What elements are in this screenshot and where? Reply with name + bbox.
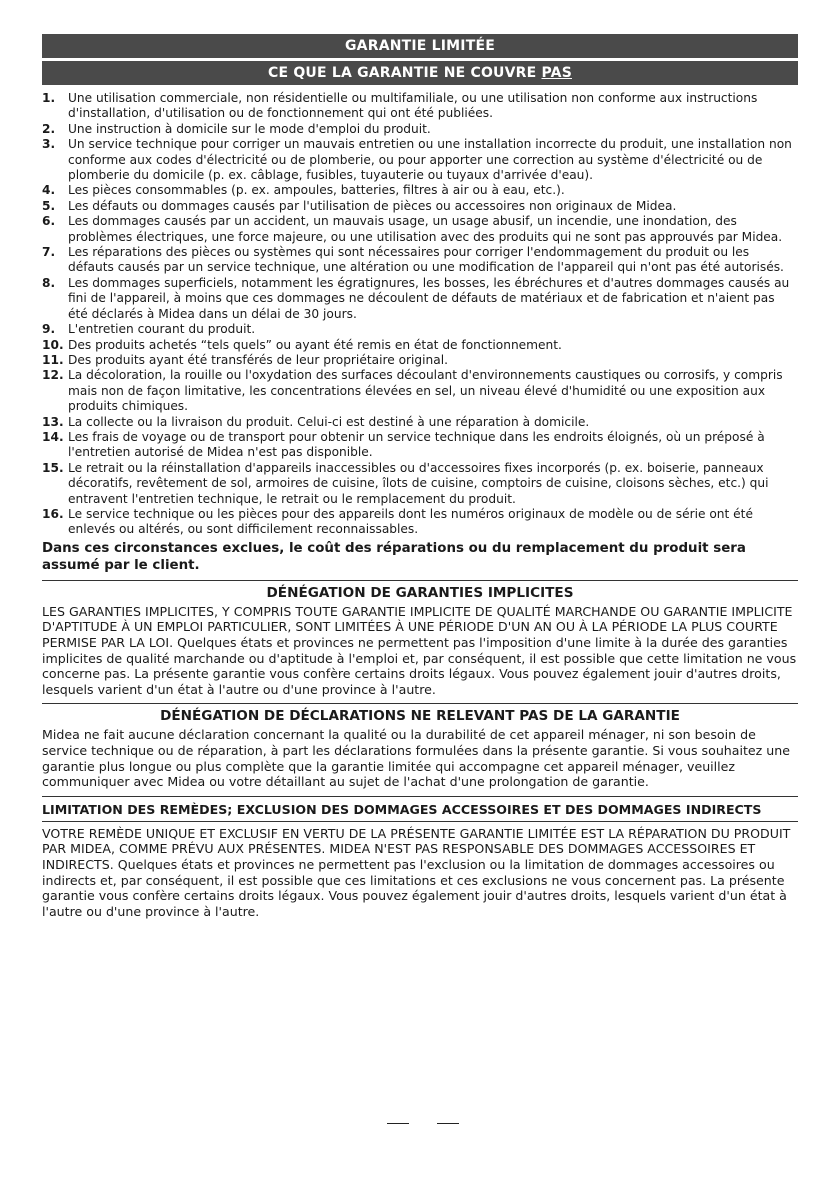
warranty-title-bar	[42, 34, 798, 58]
item-number: 8.	[42, 275, 56, 290]
page-footer-marks	[0, 1123, 839, 1133]
item-text: Les réparations des pièces ou systèmes qui sont nécessaires pour corriger l'endommagement du produit ou les défauts causés par un service technique, une altération ou une modification de l'appareil qui n'ont pas été autorisés.	[68, 245, 784, 275]
section-divider	[42, 821, 798, 822]
exclusion-cost-note: Dans ces circonstances exclues, le coût des réparations ou du remplacement du produit sera assumé par le client.	[42, 540, 746, 573]
section-divider	[42, 703, 798, 704]
implied-warranty-heading: DÉNÉGATION DE GARANTIES IMPLICITES	[266, 584, 574, 601]
item-number: 15.	[42, 460, 64, 475]
implied-warranty-text: LES GARANTIES IMPLICITES, Y COMPRIS TOUTE GARANTIE IMPLICITE DE QUALITÉ MARCHANDE OU GARANTIE IMPLICITE D'APTITUDE À UN EMPLOI PARTICULIER, SONT LIMITÉES À UNE PÉRIODE D'UN AN OU À LA PÉRIODE LA PLUS COURTE PERMISE PAR LA LOI. Quelques états et provinces ne permettent pas l'imposition d'une limite à la durée des garanties implicites de qualité marchande ou d'aptitude à l'emploi et, par conséquent, il est possible que cette limitation ne vous concerne pas. La présente garantie vous confère certains droits légaux. Vous pouvez également jouir d'autres droits, lesquels varient d'un état à l'autre ou d'une province à l'autre.	[42, 603, 797, 697]
item-number: 9.	[42, 322, 56, 337]
list-item	[42, 415, 798, 430]
item-number: 7.	[42, 245, 56, 260]
item-text: Le retrait ou la réinstallation d'appareils inaccessibles ou d'accessoires fixes incorporés (p. ex. boiserie, panneaux décoratifs, revêtement de sol, armoires de cuisine, îlots de cuisine, comptoirs de cuisine, cloisons sèches, etc.) qui entravent l'entretien technique, le retrait ou le remplacement du produit.	[68, 460, 769, 506]
item-number: 5.	[42, 198, 56, 213]
item-number: 13.	[42, 414, 64, 429]
list-item	[42, 353, 798, 368]
footer-dash	[387, 1123, 409, 1124]
representations-heading: DÉNÉGATION DE DÉCLARATIONS NE RELEVANT PAS DE LA GARANTIE	[160, 708, 680, 725]
item-text: Les défauts ou dommages causés par l'utilisation de pièces ou accessoires non originaux de Midea.	[68, 198, 677, 213]
list-item	[42, 245, 798, 276]
item-text: Une instruction à domicile sur le mode d'emploi du produit.	[68, 121, 431, 136]
item-text: Un service technique pour corriger un mauvais entretien ou une installation incorrecte du produit, une installation non conforme aux codes d'électricité ou de plomberie, ou pour apporter une correction au système d'électricité ou de plomberie du domicile (p. ex. câblage, fusibles, tuyauterie ou tuyaux d'arrivée d'eau).	[68, 137, 792, 183]
item-text: Les dommages causés par un accident, un mauvais usage, un usage abusif, un incendie, une inondation, des problèmes électriques, une force majeure, ou une utilisation avec des produits qui ne sont pas approuvés par Midea.	[68, 214, 783, 244]
not-covered-title-text: CE QUE LA GARANTIE NE COUVRE	[268, 65, 542, 81]
not-covered-title-bar	[42, 61, 798, 85]
list-item	[42, 368, 798, 414]
list-item	[42, 199, 798, 214]
list-item	[42, 461, 798, 507]
section-divider	[42, 580, 798, 581]
item-number: 4.	[42, 183, 56, 198]
warranty-page	[42, 34, 798, 919]
item-number: 3.	[42, 137, 56, 152]
item-text: Des produits ayant été transférés de leur propriétaire original.	[68, 352, 448, 367]
item-number: 2.	[42, 121, 56, 136]
exclusion-list	[42, 91, 798, 538]
item-text: La collecte ou la livraison du produit. Celui-ci est destiné à une réparation à domicile.	[68, 414, 590, 429]
list-item	[42, 322, 798, 337]
list-item	[42, 507, 798, 538]
list-item	[42, 276, 798, 322]
item-text: L'entretien courant du produit.	[68, 322, 256, 337]
item-number: 16.	[42, 506, 64, 521]
item-text: Les pièces consommables (p. ex. ampoules, batteries, filtres à air ou à eau, etc.).	[68, 183, 565, 198]
item-text: La décoloration, la rouille ou l'oxydation des surfaces découlant d'environnements caustiques ou corrosifs, y compris mais non de façon limitative, les concentrations élevées en sel, un niveau élevé d'humidité ou une exposition aux produits chimiques.	[68, 368, 783, 414]
section-divider	[42, 796, 798, 797]
item-text: Des produits achetés “tels quels” ou ayant été remis en état de fonctionnement.	[68, 337, 562, 352]
item-number: 12.	[42, 368, 64, 383]
item-text: Une utilisation commerciale, non résidentielle ou multifamiliale, ou une utilisation non conforme aux instructions d'installation, d'utilisation ou de fonctionnement qui ont été publiées.	[68, 91, 758, 121]
remedies-text: VOTRE REMÈDE UNIQUE ET EXCLUSIF EN VERTU DE LA PRÉSENTE GARANTIE LIMITÉE EST LA RÉPARATION DU PRODUIT PAR MIDEA, COMME PRÉVU AUX PRÉSENTES. MIDEA N'EST PAS RESPONSABLE DES DOMMAGES ACCESSOIRES ET INDIRECTS. Quelques états et provinces ne permettent pas l'exclusion ou la limitation de dommages accessoires ou indirects et, par conséquent, il est possible que ces limitations et ces exclusions ne vous concernent pas. La présente garantie vous confère certains droits légaux. Vous pouvez également jouir d'autres droits, lesquels varient d'un état à l'autre ou d'une province à l'autre.	[42, 825, 791, 919]
list-item	[42, 122, 798, 137]
item-text: Les dommages superficiels, notamment les égratignures, les bosses, les ébréchures et d'autres dommages causés au fini de l'appareil, à moins que ces dommages ne découlent de défauts de matériaux et de fabrication et n'aient pas été déclarés à Midea dans un délai de 30 jours.	[68, 275, 790, 321]
list-item	[42, 183, 798, 198]
item-number: 1.	[42, 91, 56, 105]
item-number: 10.	[42, 337, 64, 352]
item-number: 11.	[42, 352, 64, 367]
item-number: 14.	[42, 429, 64, 444]
item-text: Le service technique ou les pièces pour des appareils dont les numéros originaux de modèle ou de série ont été enlevés ou altérés, ou sont difficilement reconnaissables.	[68, 506, 753, 537]
list-item	[42, 214, 798, 245]
list-item	[42, 430, 798, 461]
not-covered-title-emphasis: PAS	[541, 65, 572, 81]
list-item	[42, 137, 798, 183]
list-item	[42, 91, 798, 122]
item-text: Les frais de voyage ou de transport pour obtenir un service technique dans les endroits éloignés, où un préposé à l'entretien autorisé de Midea n'est pas disponible.	[68, 429, 765, 460]
item-number: 6.	[42, 214, 56, 229]
list-item	[42, 338, 798, 353]
remedies-heading: LIMITATION DES REMÈDES; EXCLUSION DES DOMMAGES ACCESSOIRES ET DES DOMMAGES INDIRECTS	[42, 801, 762, 817]
warranty-title: GARANTIE LIMITÉE	[344, 38, 495, 54]
footer-dash	[437, 1123, 459, 1124]
representations-text: Midea ne fait aucune déclaration concernant la qualité ou la durabilité de cet appareil ménager, ni son besoin de service technique ou de réparation, à part les déclarations formulées dans la présente garantie. Si vous souhaitez une garantie plus longue ou plus complète que la garantie limitée qui accompagne cet appareil ménager, veuillez communiquer avec Midea ou votre détaillant au sujet de l'achat d'une prolongation de garantie.	[42, 727, 791, 790]
